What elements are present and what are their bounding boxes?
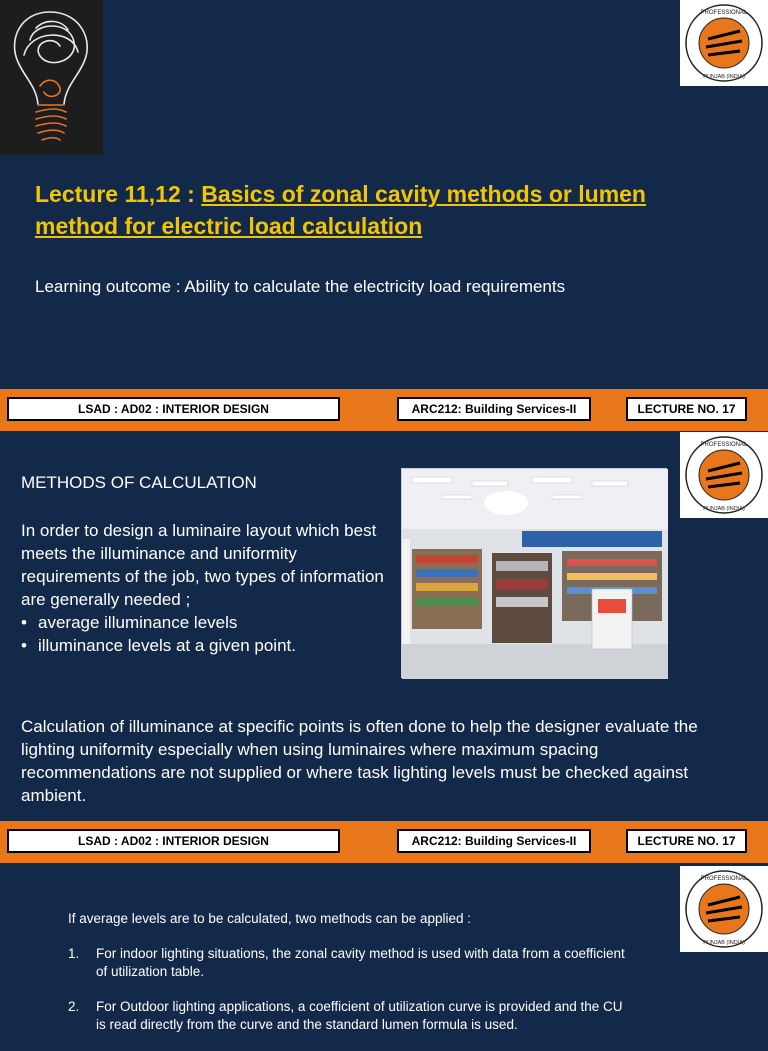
- learning-outcome: Learning outcome : Ability to calculate the electricity load requirements: [35, 277, 566, 296]
- footer-course: LSAD : AD02 : INTERIOR DESIGN: [7, 397, 340, 421]
- svg-text:PROFESSIONAL: PROFESSIONAL: [700, 876, 748, 882]
- average-levels-slide: [0, 866, 768, 1032]
- list-text: For Outdoor lighting applications, a coefficient of utilization curve is provided and the CU is read directly from the curve and the standard lumen formula is used.: [96, 999, 623, 1032]
- methods-intro: If average levels are to be calculated, two methods can be applied :: [68, 911, 471, 926]
- svg-text:PROFESSIONAL: PROFESSIONAL: [700, 442, 748, 448]
- methods-slide: [0, 432, 768, 820]
- list-text: For indoor lighting situations, the zonal cavity method is used with data from a coefficient of utilization table.: [96, 946, 625, 979]
- list-item: • illuminance levels at a given point.: [21, 634, 296, 657]
- footer-course-code: ARC212: Building Services-II: [397, 829, 591, 853]
- lecture-topic: Basics of zonal cavity methods or lumen method for electric load calculation: [35, 181, 646, 239]
- slide-footer: [0, 821, 768, 863]
- svg-text:PUNJAB (INDIA): PUNJAB (INDIA): [703, 940, 745, 946]
- methods-list: [68, 945, 628, 1051]
- store-interior-photo: [401, 468, 667, 678]
- lightbulb-image: [0, 0, 103, 155]
- university-logo: [680, 866, 768, 952]
- intro-paragraph: In order to design a luminaire layout which best meets the illuminance and uniformity requirements of the job, two types of information are generally needed ;: [21, 521, 384, 609]
- list-number: 1.: [68, 946, 80, 961]
- footer-lecture-number: LECTURE NO. 17: [626, 829, 747, 853]
- svg-text:PUNJAB (INDIA): PUNJAB (INDIA): [703, 74, 745, 80]
- section-heading: METHODS OF CALCULATION: [21, 473, 257, 492]
- list-item: [68, 945, 628, 981]
- footer-course: LSAD : AD02 : INTERIOR DESIGN: [7, 829, 340, 853]
- footer-course-code: ARC212: Building Services-II: [397, 397, 591, 421]
- slide-footer: [0, 389, 768, 431]
- lecture-title: [35, 178, 735, 242]
- lecture-label: Lecture 11,12 :: [35, 181, 202, 207]
- university-logo: [680, 432, 768, 518]
- svg-text:PROFESSIONAL: PROFESSIONAL: [700, 10, 748, 16]
- svg-text:PUNJAB (INDIA): PUNJAB (INDIA): [703, 506, 745, 512]
- footer-lecture-number: LECTURE NO. 17: [626, 397, 747, 421]
- specific-points-paragraph: Calculation of illuminance at specific points is often done to help the designer evaluate the lighting uniformity especially when using luminaires where maximum spacing recommendations are not supplied or where task lighting levels must be checked against ambient.: [21, 717, 698, 805]
- list-item: • average illuminance levels: [21, 611, 296, 634]
- info-bullet-list: [21, 611, 296, 657]
- title-slide: [0, 0, 768, 388]
- university-logo: [680, 0, 768, 86]
- list-number: 2.: [68, 999, 80, 1014]
- list-item: [68, 998, 628, 1034]
